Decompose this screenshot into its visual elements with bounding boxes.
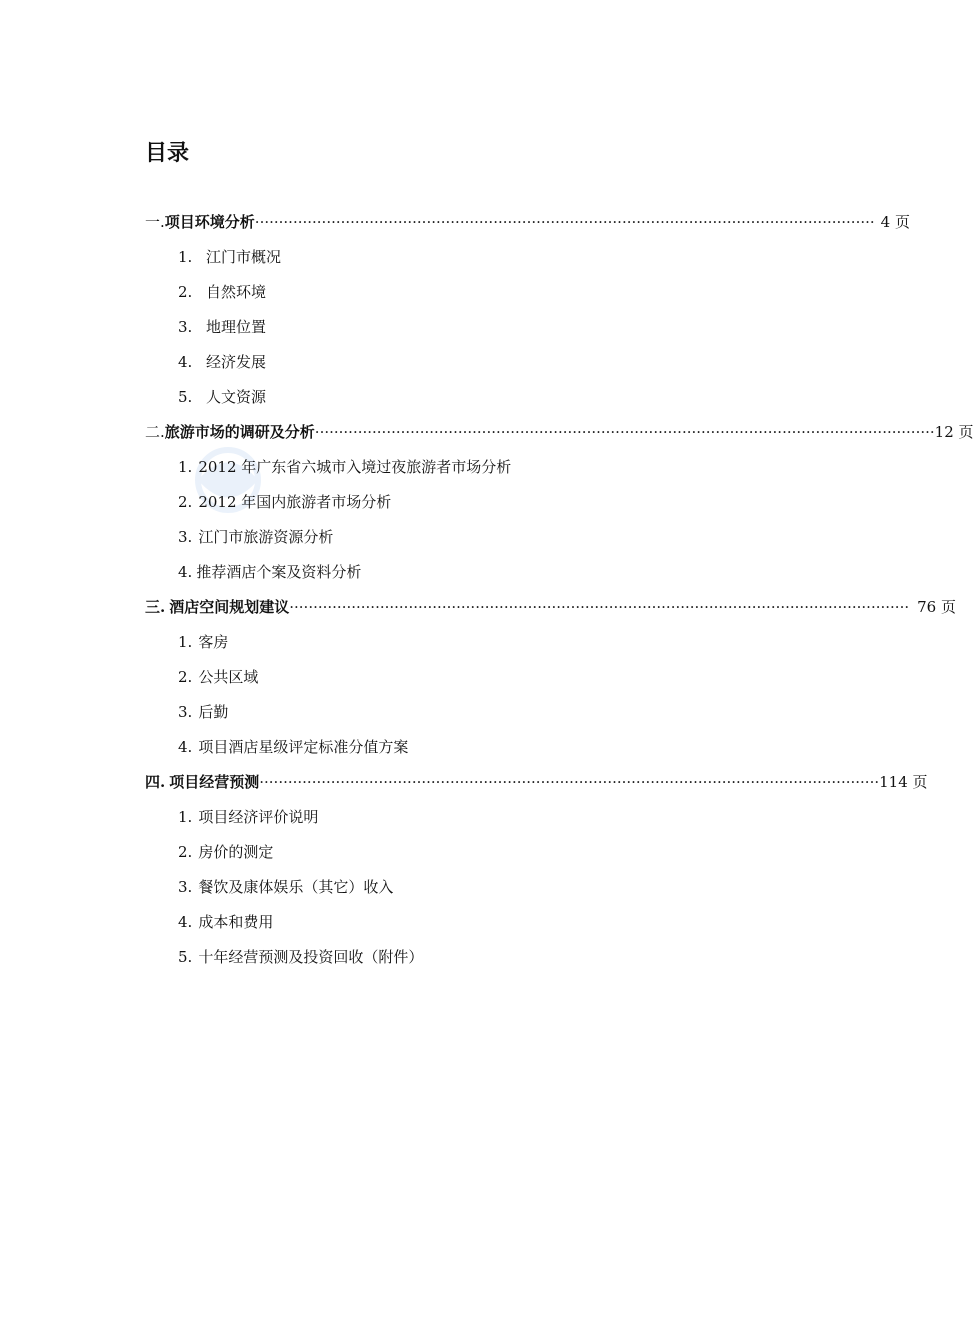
- toc-item[interactable]: [178, 945, 423, 969]
- toc-item[interactable]: [178, 665, 258, 689]
- toc-section-4[interactable]: [145, 770, 928, 794]
- item-text: 项目酒店星级评定标准分值方案: [198, 738, 409, 756]
- item-number: 4.: [178, 353, 193, 371]
- section-title: 酒店空间规划建议: [169, 598, 290, 616]
- section-title: 项目经营预测: [169, 773, 260, 791]
- item-text: 自然环境: [206, 283, 267, 301]
- item-number: 2.: [178, 283, 193, 301]
- section-page-number: 76 页: [917, 598, 956, 616]
- toc-item[interactable]: [178, 735, 408, 759]
- item-number: 3.: [178, 703, 193, 721]
- item-text: 推荐酒店个案及资料分析: [196, 563, 362, 581]
- toc-title: 目录: [145, 141, 190, 166]
- item-number: 5.: [178, 388, 193, 406]
- section-title: 旅游市场的调研及分析: [164, 423, 315, 441]
- item-number: 4.: [178, 738, 193, 756]
- section-page-number: 4 页: [880, 213, 910, 231]
- section-number: 一.: [145, 213, 165, 231]
- toc-item[interactable]: [178, 385, 266, 409]
- toc-item[interactable]: [178, 490, 391, 514]
- item-number: 1.: [178, 633, 193, 651]
- item-text: 后勤: [198, 703, 229, 721]
- toc-section-1[interactable]: [145, 210, 910, 234]
- item-text: 成本和费用: [198, 913, 274, 931]
- section-number: 四.: [145, 773, 166, 791]
- toc-item[interactable]: [178, 350, 266, 374]
- toc-item[interactable]: [178, 630, 228, 654]
- item-number: 2.: [178, 668, 193, 686]
- item-text: 餐饮及康体娱乐（其它）收入: [198, 878, 394, 896]
- toc-item[interactable]: [178, 910, 273, 934]
- toc-item[interactable]: [178, 315, 266, 339]
- toc-item[interactable]: [178, 700, 228, 724]
- item-text: 客房: [198, 633, 229, 651]
- item-text: 2012 年国内旅游者市场分析: [198, 493, 392, 511]
- toc-item[interactable]: [178, 560, 361, 584]
- section-title: 项目环境分析: [164, 213, 255, 231]
- toc-item[interactable]: [178, 245, 281, 269]
- dot-leader: ··································································································································: [254, 213, 875, 231]
- section-number: 三.: [145, 598, 166, 616]
- toc-item[interactable]: [178, 280, 266, 304]
- item-number: 5.: [178, 948, 193, 966]
- item-text: 2012 年广东省六城市入境过夜旅游者市场分析: [198, 458, 512, 476]
- toc-item[interactable]: [178, 525, 333, 549]
- item-text: 房价的测定: [198, 843, 274, 861]
- section-page-number: 12 页: [934, 423, 974, 441]
- toc-section-3[interactable]: [145, 595, 956, 619]
- item-text: 公共区域: [198, 668, 259, 686]
- toc-item[interactable]: [178, 805, 318, 829]
- item-text: 十年经营预测及投资回收（附件）: [198, 948, 424, 966]
- item-number: 1.: [178, 458, 193, 476]
- item-number: 2.: [178, 843, 193, 861]
- item-number: 3.: [178, 528, 193, 546]
- item-number: 1.: [178, 248, 193, 266]
- toc-item[interactable]: [178, 455, 511, 479]
- item-number: 2.: [178, 493, 193, 511]
- toc-item[interactable]: [178, 840, 273, 864]
- item-text: 地理位置: [206, 318, 267, 336]
- dot-leader: ··································································································································: [259, 773, 880, 791]
- dot-leader: ··································································································································: [314, 423, 935, 441]
- dot-leader: ··································································································································: [289, 598, 910, 616]
- item-number: 4.: [178, 913, 193, 931]
- section-number: 二.: [145, 423, 165, 441]
- item-text: 经济发展: [206, 353, 267, 371]
- item-text: 人文资源: [206, 388, 267, 406]
- toc-section-2[interactable]: [145, 420, 974, 444]
- section-page-number: 114 页: [879, 773, 928, 791]
- item-number: 4.: [178, 563, 193, 581]
- item-number: 1.: [178, 808, 193, 826]
- item-number: 3.: [178, 878, 193, 896]
- item-text: 江门市概况: [206, 248, 282, 266]
- item-text: 江门市旅游资源分析: [198, 528, 334, 546]
- item-number: 3.: [178, 318, 193, 336]
- item-text: 项目经济评价说明: [198, 808, 319, 826]
- toc-item[interactable]: [178, 875, 393, 899]
